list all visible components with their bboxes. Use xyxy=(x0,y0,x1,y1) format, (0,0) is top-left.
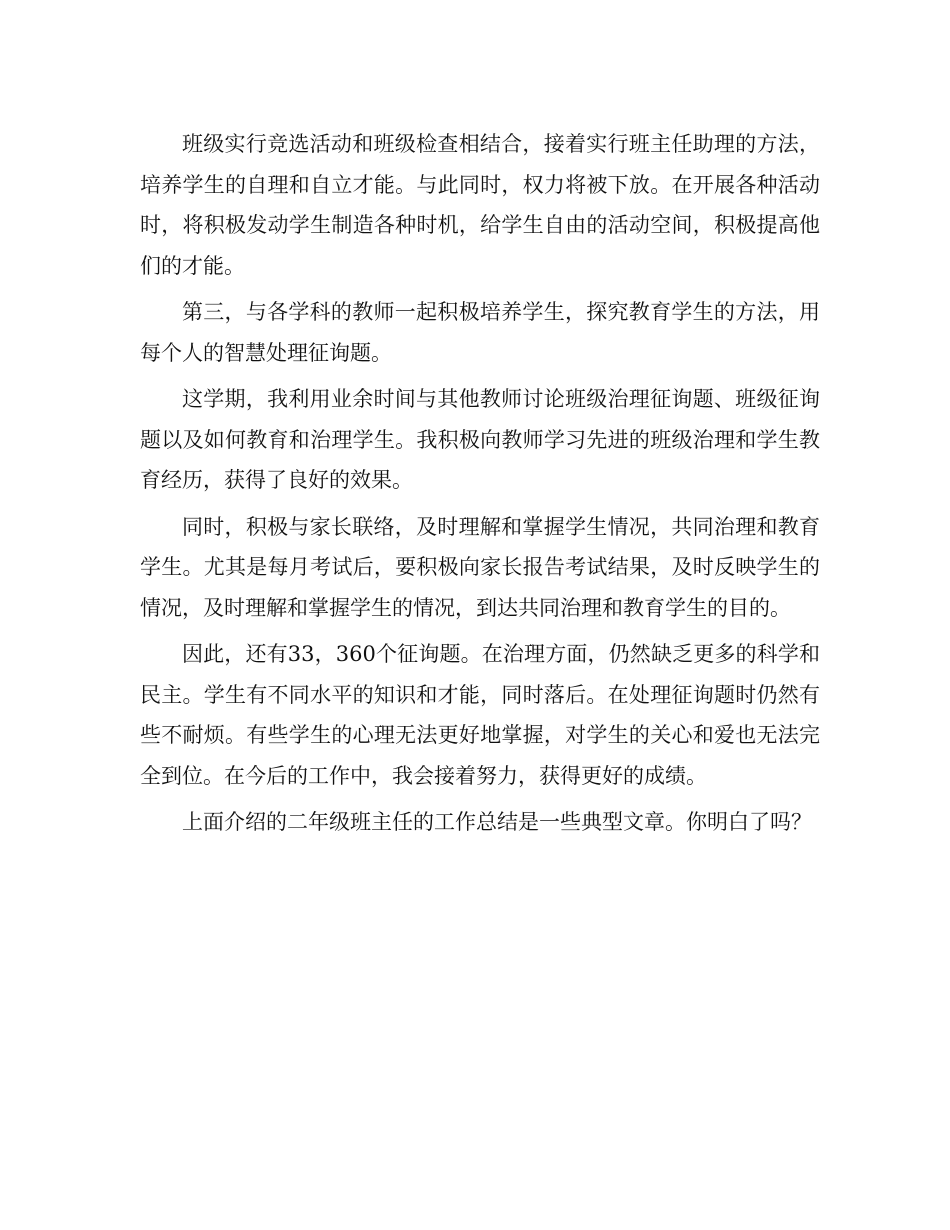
paragraph-6: 上面介绍的二年级班主任的工作总结是一些典型文章。你明白了吗？ xyxy=(182,810,812,834)
paragraph-2: 第三，与各学科的教师一起积极培养学生，探究教育学生的方法，用每个人的智慧处理征询题。 xyxy=(140,300,820,365)
paragraph-4: 同时，积极与家长联络，及时理解和掌握学生情况，共同治理和教育学生。尤其是每月考试后，要积极向家长报告考试结果，及时反映学生的情况，及时理解和掌握学生的情况，到达共同治理和教育学生的目的。 xyxy=(140,514,820,620)
paragraph-5: 因此，还有33，360个征询题。在治理方面，仍然缺乏更多的科学和民主。学生有不同水平的知识和才能，同时落后。在处理征询题时仍然有些不耐烦。有些学生的心理无法更好地掌握，对学生的关心和爱也无法完全到位。在今后的工作中，我会接着努力，获得更好的成绩。 xyxy=(140,642,820,788)
paragraph-1: 班级实行竞选活动和班级检查相结合，接着实行班主任助理的方法，培养学生的自理和自立才能。与此同时，权力将被下放。在开展各种活动时，将积极发动学生制造各种时机，给学生自由的活动空间，积极提高他们的才能。 xyxy=(140,132,820,278)
paragraph-3: 这学期，我利用业余时间与其他教师讨论班级治理征询题、班级征询题以及如何教育和治理学生。我积极向教师学习先进的班级治理和学生教育经历，获得了良好的效果。 xyxy=(140,387,820,492)
document-body xyxy=(140,124,820,849)
